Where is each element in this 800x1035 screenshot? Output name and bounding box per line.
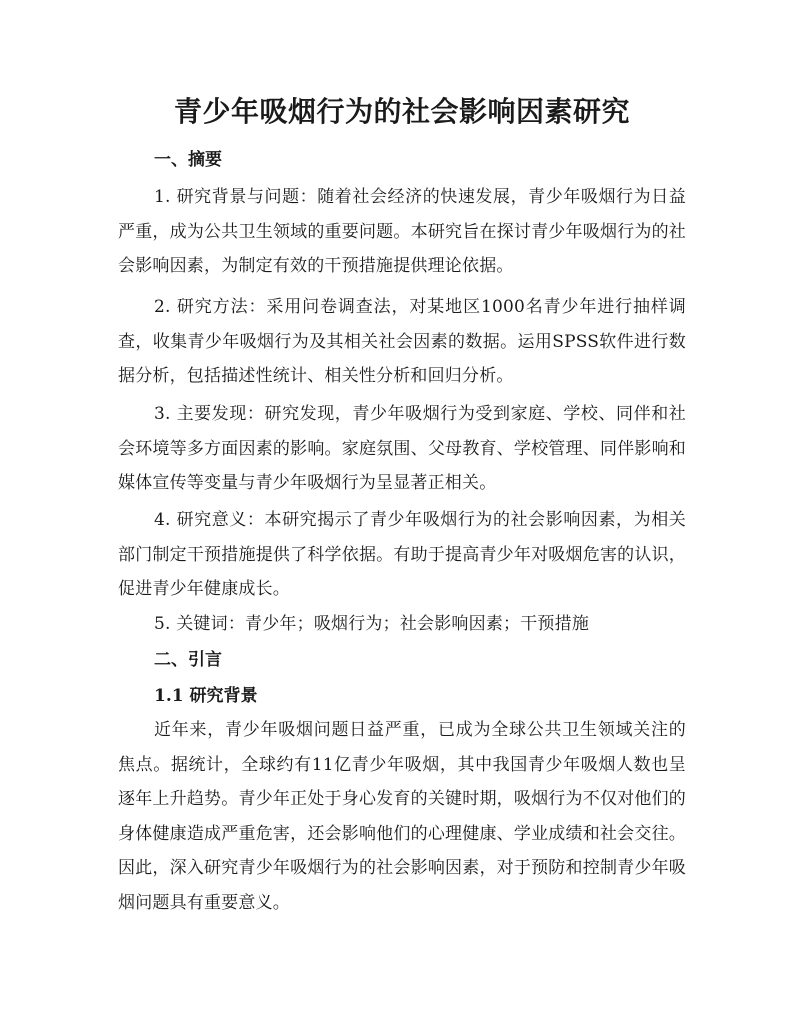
intro-subheading: 1.1 研究背景 [154,686,258,706]
abstract-item-2: 2. 研究方法：采用问卷调查法，对某地区1000名青少年进行抽样调查，收集青少年吸烟行为及其相关社会因素的数据。运用SPSS软件进行数据分析，包括描述性统计、相关性分析和回归分析。 [118,297,686,386]
abstract-item-1: 1. 研究背景与问题：随着社会经济的快速发展，青少年吸烟行为日益严重，成为公共卫生领域的重要问题。本研究旨在探讨青少年吸烟行为的社会影响因素，为制定有效的干预措施提供理论依据。 [118,187,686,276]
abstract-item-5: 5. 关键词：青少年；吸烟行为；社会影响因素；干预措施 [154,614,590,634]
abstract-item-3: 3. 主要发现：研究发现，青少年吸烟行为受到家庭、学校、同伴和社会环境等多方面因素的影响。家庭氛围、父母教育、学校管理、同伴影响和媒体宣传等变量与青少年吸烟行为呈显著正相关。 [118,404,686,493]
document-title: 青少年吸烟行为的社会影响因素研究 [173,95,630,128]
abstract-item-4: 4. 研究意义：本研究揭示了青少年吸烟行为的社会影响因素，为相关部门制定干预措施提供了科学依据。有助于提高青少年对吸烟危害的认识，促进青少年健康成长。 [118,510,686,599]
intro-heading: 二、引言 [154,650,222,670]
intro-paragraph: 近年来，青少年吸烟问题日益严重，已成为全球公共卫生领域关注的焦点。据统计，全球约有11亿青少年吸烟，其中我国青少年吸烟人数也呈逐年上升趋势。青少年正处于身心发育的关键时期，吸烟行为不仅对他们的身体健康造成严重危害，还会影响他们的心理健康、学业成绩和社会交往。因此，深入研究青少年吸烟行为的社会影响因素，对于预防和控制青少年吸烟问题具有重要意义。 [118,720,686,913]
abstract-heading: 一、摘要 [154,150,222,170]
